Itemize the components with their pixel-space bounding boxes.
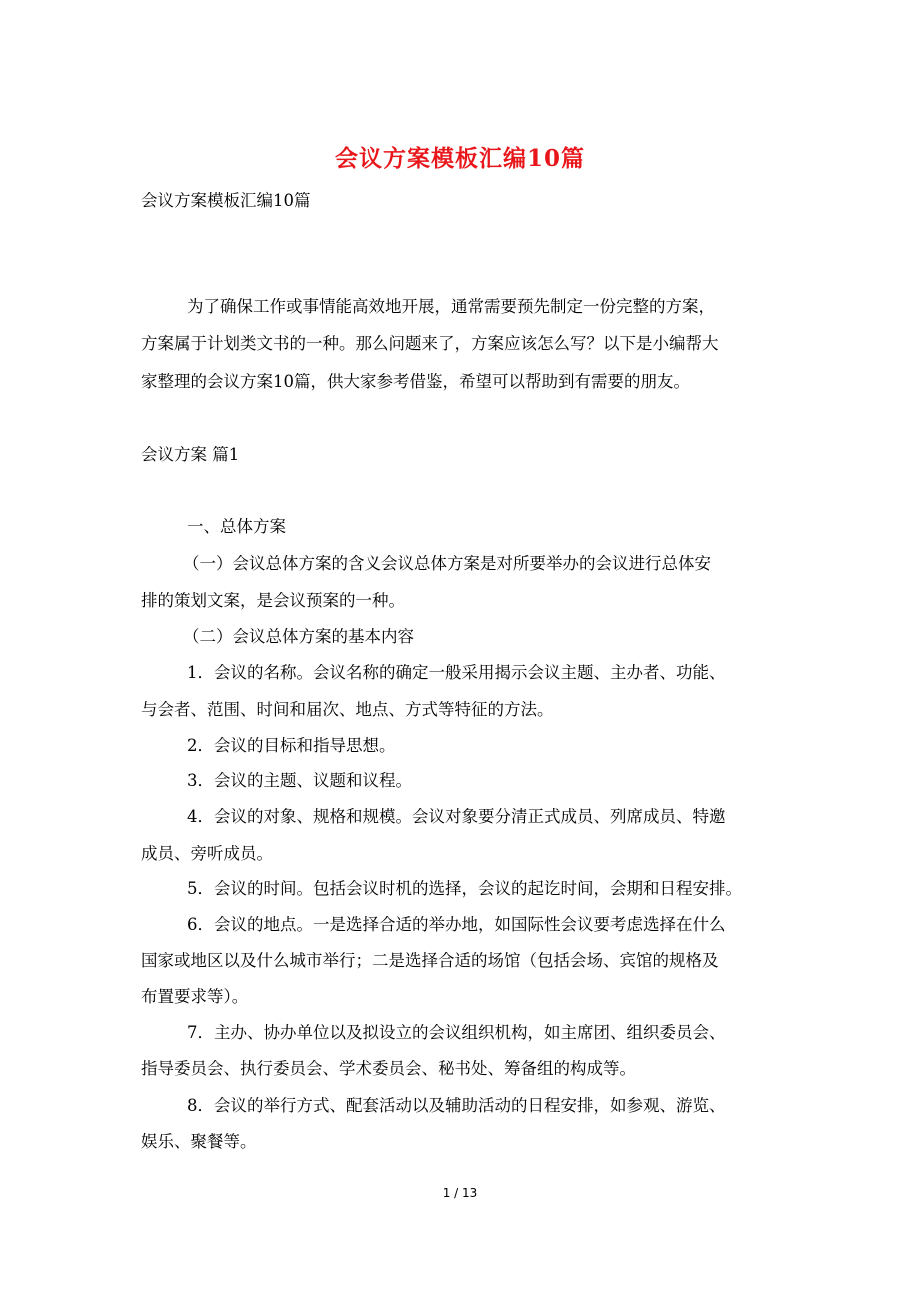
body-line: 4．会议的对象、规格和规模。会议对象要分清正式成员、列席成员、特邀 [187,807,726,826]
body-line: （二）会议总体方案的基本内容 [183,627,414,646]
body-line: 指导委员会、执行委员会、学术委员会、秘书处、筹备组的构成等。 [141,1059,636,1078]
document-title: 会议方案模板汇编10篇 [334,145,585,172]
section-heading: 会议方案 篇1 [141,445,240,464]
body-line: 7．主办、协办单位以及拟设立的会议组织机构，如主席团、组织委员会、 [187,1023,726,1042]
page-number: 1 / 13 [442,1186,478,1200]
intro-line: 为了确保工作或事情能高效地开展，通常需要预先制定一份完整的方案， [187,297,715,316]
intro-line: 方案属于计划类文书的一种。那么问题来了，方案应该怎么写？以下是小编帮大 [141,334,719,353]
body-line: 娱乐、聚餐等。 [141,1132,257,1151]
body-line: 一、总体方案 [187,517,286,536]
document-subtitle: 会议方案模板汇编10篇 [141,191,311,210]
intro-line: 家整理的会议方案10篇，供大家参考借鉴，希望可以帮助到有需要的朋友。 [141,372,690,391]
body-line: （一）会议总体方案的含义会议总体方案是对所要举办的会议进行总体安 [183,554,711,573]
body-line: 成员、旁听成员。 [141,844,273,863]
body-line: 2．会议的目标和指导思想。 [187,736,396,755]
body-line: 3．会议的主题、议题和议程。 [187,771,412,790]
body-line: 8．会议的举行方式、配套活动以及辅助活动的日程安排，如参观、游览、 [187,1096,726,1115]
body-line: 排的策划文案，是会议预案的一种。 [141,591,405,610]
body-line: 6．会议的地点。一是选择合适的举办地，如国际性会议要考虑选择在什么 [187,915,726,934]
body-line: 与会者、范围、时间和届次、地点、方式等特征的方法。 [141,700,554,719]
body-line: 1．会议的名称。会议名称的确定一般采用揭示会议主题、主办者、功能、 [187,663,726,682]
body-line: 5．会议的时间。包括会议时机的选择，会议的起讫时间，会期和日程安排。 [187,879,742,898]
body-line: 布置要求等）。 [141,987,249,1006]
body-line: 国家或地区以及什么城市举行；二是选择合适的场馆（包括会场、宾馆的规格及 [141,951,719,970]
